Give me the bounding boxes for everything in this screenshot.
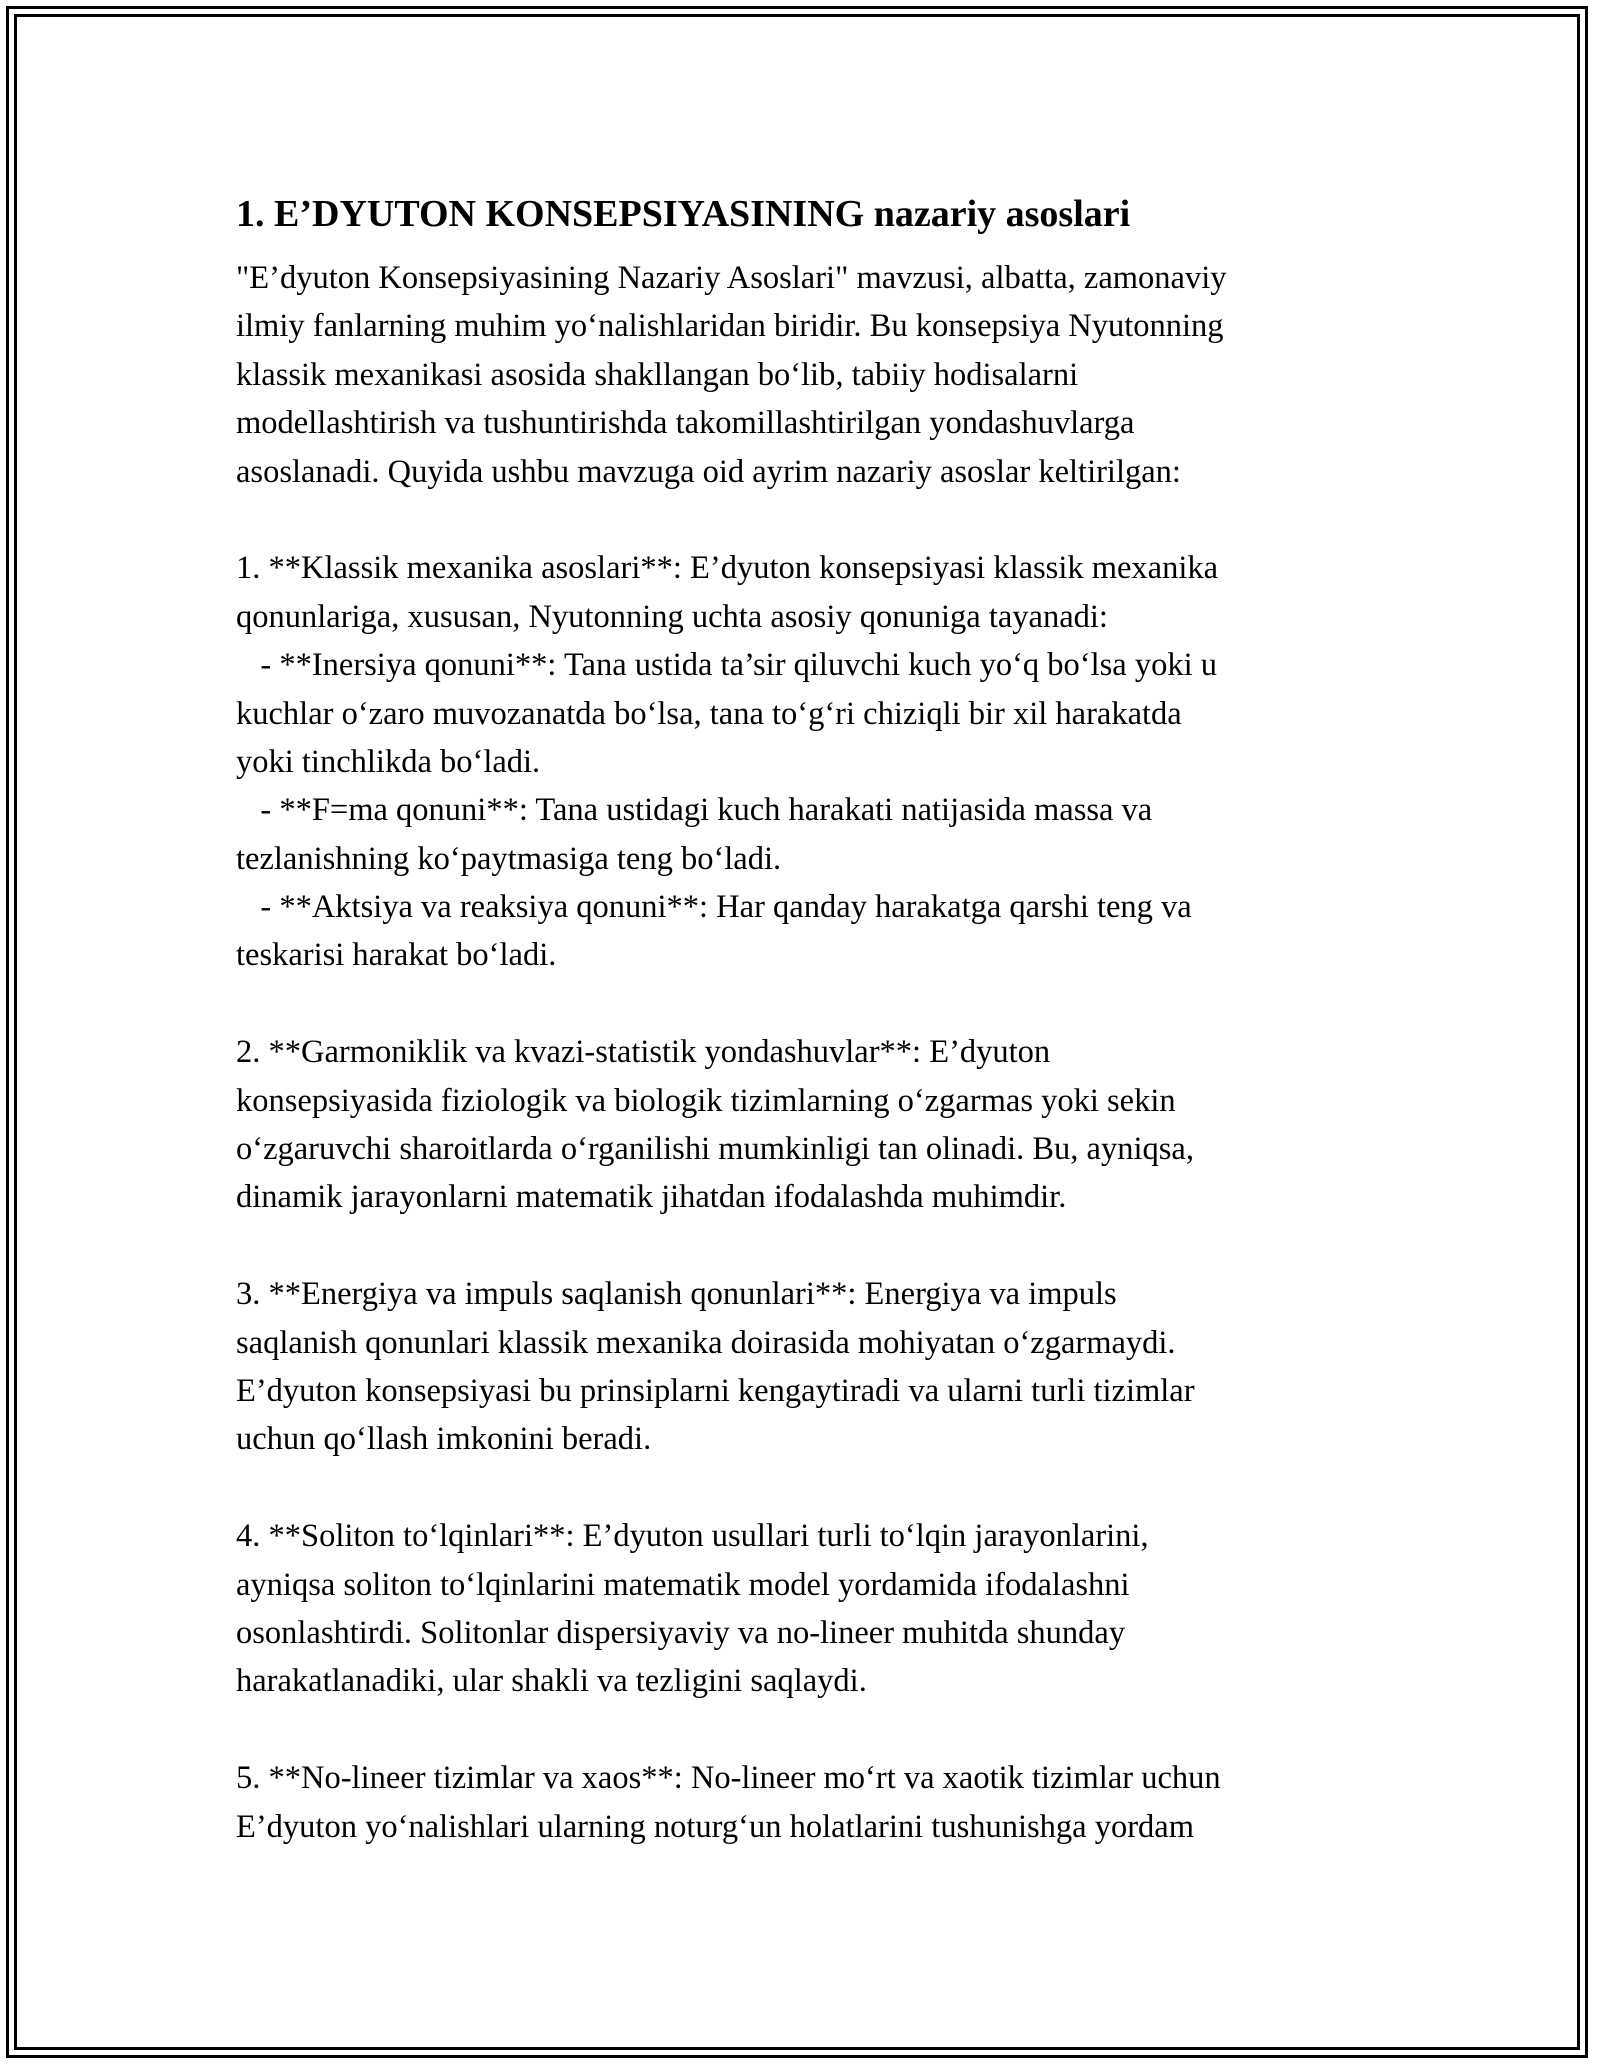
- list-item-3: [236, 1270, 1386, 1464]
- list-item-5: [236, 1754, 1386, 1851]
- paragraph-line: modellashtirish va tushuntirishda takomillashtirilgan yondashuvlarga: [236, 405, 1135, 442]
- paragraph-gap: [236, 496, 1386, 544]
- paragraph-line: - **F=ma qonuni**: Tana ustidagi kuch harakati natijasida massa va: [236, 792, 1153, 829]
- paragraph-gap: [236, 1706, 1386, 1754]
- paragraph-line: "E’dyuton Konsepsiyasining Nazariy Asoslari" mavzusi, albatta, zamonaviy: [236, 260, 1227, 296]
- paragraph-line: tezlanishning ko‘paytmasiga teng bo‘ladi.: [236, 840, 782, 877]
- paragraph-line: klassik mexanikasi asosida shakllangan bo‘lib, tabiiy hodisalarni: [236, 356, 1079, 393]
- paragraph-line: - **Inersiya qonuni**: Tana ustida ta’sir qiluvchi kuch yo‘q bo‘lsa yoki u: [236, 647, 1217, 684]
- intro-paragraph: [236, 254, 1386, 496]
- paragraph-line: E’dyuton yo‘nalishlari ularning noturg‘un holatlarini tushunishga yordam: [236, 1808, 1194, 1845]
- paragraph-line: 2. **Garmoniklik va kvazi-statistik yondashuvlar**: E’dyuton: [236, 1034, 1051, 1071]
- document-title: 1. E’DYUTON KONSEPSIYASINING nazariy asoslari: [236, 193, 1131, 235]
- paragraph-line: 4. **Soliton to‘lqinlari**: E’dyuton usullari turli to‘lqin jarayonlarini,: [236, 1518, 1149, 1555]
- paragraph-line: qonunlariga, xususan, Nyutonning uchta asosiy qonuniga tayanadi:: [236, 598, 1108, 635]
- paragraph-line: o‘zgaruvchi sharoitlarda o‘rganilishi mumkinligi tan olinadi. Bu, ayniqsa,: [236, 1131, 1194, 1168]
- paragraph-line: E’dyuton konsepsiyasi bu prinsiplarni kengaytiradi va ularni turli tizimlar: [236, 1372, 1195, 1409]
- paragraph-line: 3. **Energiya va impuls saqlanish qonunlari**: Energiya va impuls: [236, 1276, 1117, 1313]
- paragraph-line: 5. **No-lineer tizimlar va xaos**: No-lineer mo‘rt va xaotik tizimlar uchun: [236, 1760, 1221, 1797]
- paragraph-line: konsepsiyasida fiziologik va biologik tizimlarning o‘zgarmas yoki sekin: [236, 1082, 1176, 1119]
- paragraph-line: dinamik jarayonlarni matematik jihatdan ifodalashda muhimdir.: [236, 1179, 1067, 1216]
- paragraph-gap: [236, 980, 1386, 1028]
- paragraph-gap: [236, 1222, 1386, 1270]
- paragraph-line: 1. **Klassik mexanika asoslari**: E’dyuton konsepsiyasi klassik mexanika: [236, 550, 1219, 587]
- paragraph-line: ayniqsa soliton to‘lqinlarini matematik model yordamida ifodalashni: [236, 1566, 1130, 1603]
- list-item-4: [236, 1512, 1386, 1706]
- list-item-1: [236, 544, 1386, 980]
- paragraph-line: saqlanish qonunlari klassik mexanika doirasida mohiyatan o‘zgarmaydi.: [236, 1324, 1176, 1361]
- paragraph-line: ilmiy fanlarning muhim yo‘nalishlaridan biridir. Bu konsepsiya Nyutonning: [236, 308, 1224, 345]
- paragraph-line: teskarisi harakat bo‘ladi.: [236, 937, 557, 974]
- paragraph-line: yoki tinchlikda bo‘ladi.: [236, 743, 541, 780]
- paragraph-line: uchun qo‘llash imkonini beradi.: [236, 1421, 652, 1458]
- paragraph-line: - **Aktsiya va reaksiya qonuni**: Har qanday harakatga qarshi teng va: [236, 889, 1192, 926]
- paragraph-line: harakatlanadiki, ular shakli va tezligini saqlaydi.: [236, 1663, 867, 1700]
- document-body: [236, 180, 1386, 1851]
- paragraph-line: osonlashtirdi. Solitonlar dispersiyaviy va no-lineer muhitda shunday: [236, 1614, 1126, 1651]
- list-item-2: [236, 1028, 1386, 1222]
- paragraph-line: kuchlar o‘zaro muvozanatda bo‘lsa, tana to‘g‘ri chiziqli bir xil harakatda: [236, 695, 1182, 732]
- paragraph-line: asoslanadi. Quyida ushbu mavzuga oid ayrim nazariy asoslar keltirilgan:: [236, 453, 1181, 490]
- paragraph-gap: [236, 1464, 1386, 1512]
